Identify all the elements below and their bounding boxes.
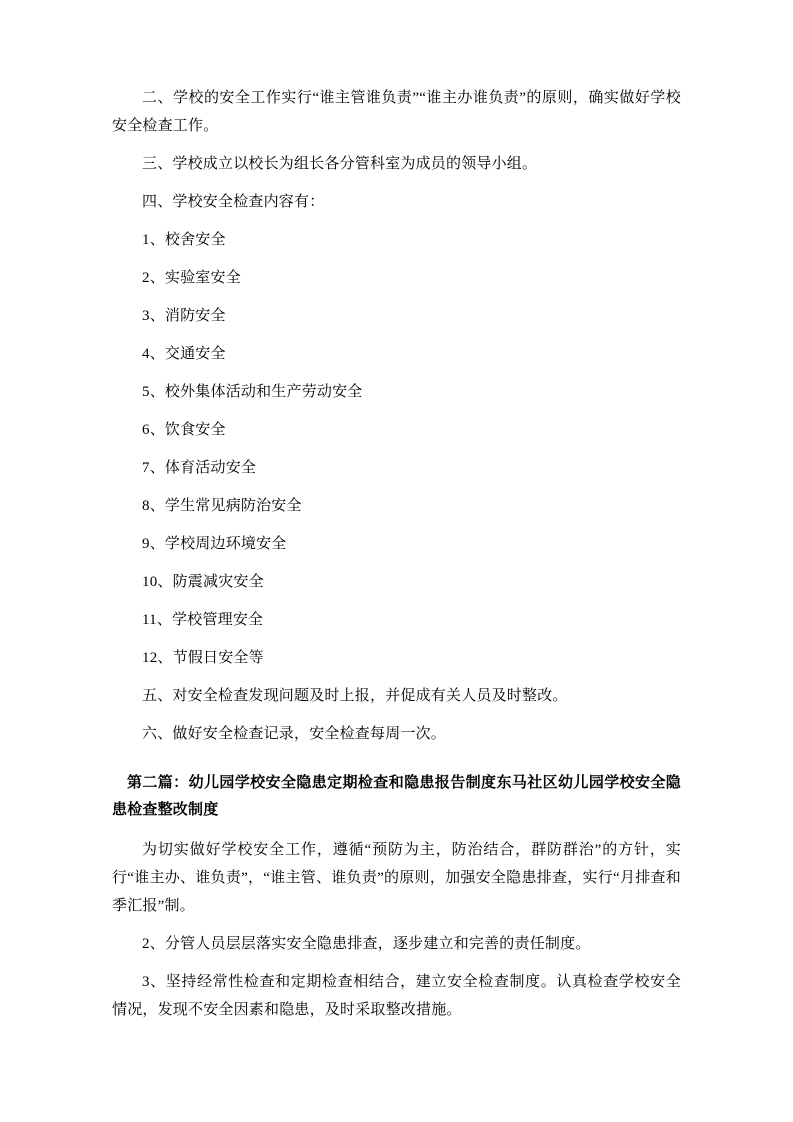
list-item: 7、体育活动安全 (142, 460, 257, 476)
list-item: 9、学校周边环境安全 (142, 536, 287, 552)
list-item: 8、学生常见病防治安全 (142, 498, 302, 514)
paragraph: 四、学校安全检查内容有： (142, 194, 325, 210)
paragraph: 三、学校成立以校长为组长各分管科室为成员的领导小组。 (142, 156, 538, 172)
list-item: 2、实验室安全 (142, 270, 241, 286)
list-item: 11、学校管理安全 (142, 612, 264, 628)
paragraph: 2、分管人员层层落实安全隐患排查，逐步建立和完善的责任制度。 (142, 936, 591, 952)
list-item: 6、饮食安全 (142, 422, 226, 438)
list-item: 1、校舍安全 (142, 232, 226, 248)
paragraph: 3、坚持经常性检查和定期检查相结合，建立安全检查制度。认真检查学校安全情况，发现不安全因素和隐患，及时采取整改措施。 (112, 974, 681, 1018)
list-item: 4、交通安全 (142, 346, 226, 362)
paragraph: 为切实做好学校安全工作，遵循“预防为主，防治结合，群防群治”的方针，实行“谁主办、谁负责”，“谁主管、谁负责”的原则，加强安全隐患排查，实行“月排查和季汇报”制。 (112, 842, 681, 914)
list-item: 12、节假日安全等 (142, 650, 264, 666)
list-item: 5、校外集体活动和生产劳动安全 (142, 384, 363, 400)
safety-check-list (112, 226, 681, 672)
paragraph: 五、对安全检查发现问题及时上报，并促成有关人员及时整改。 (142, 688, 568, 704)
paragraph: 二、学校的安全工作实行“谁主管谁负责”“谁主办谁负责”的原则，确实做好学校安全检查工作。 (112, 90, 681, 134)
paragraph: 六、做好安全检查记录，安全检查每周一次。 (142, 726, 447, 742)
section-heading: 第二篇：幼儿园学校安全隐患定期检查和隐患报告制度东马社区幼儿园学校安全隐患检查整改制度 (112, 775, 681, 818)
list-item: 3、消防安全 (142, 308, 226, 324)
list-item: 10、防震减灾安全 (142, 574, 264, 590)
